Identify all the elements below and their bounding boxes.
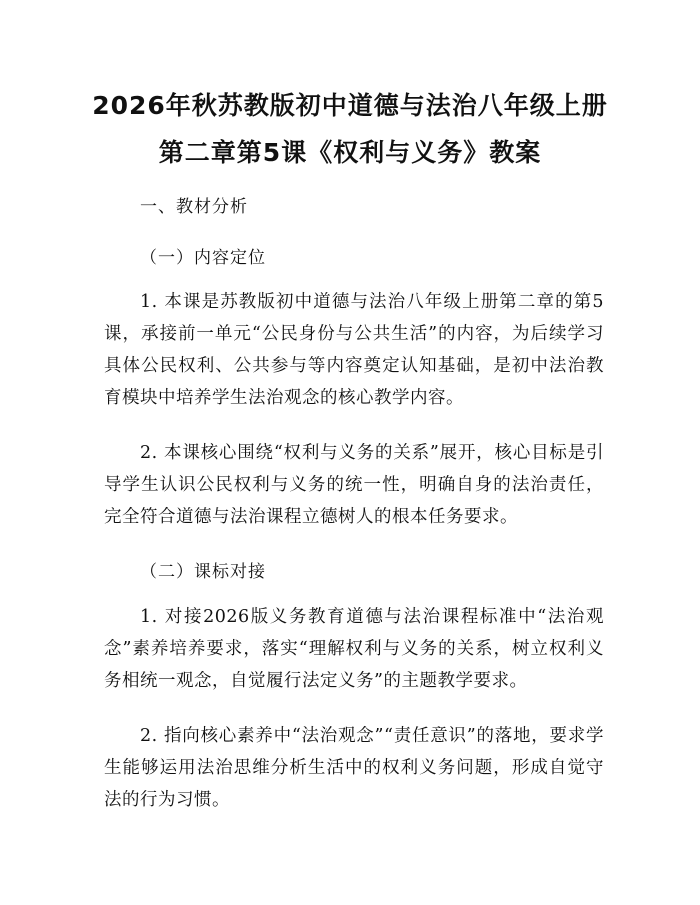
subsection-heading-curriculum-alignment: （二）课标对接 [140, 562, 266, 582]
subsection-heading-content-positioning: （一）内容定位 [140, 248, 266, 268]
document-title-line-1: 2026年秋苏教版初中道德与法治八年级上册 [92, 91, 608, 120]
paragraph-content-positioning-1: 1. 本课是苏教版初中道德与法治八年级上册第二章的第5课，承接前一单元“公民身份与公共生活”的内容，为后续学习具体公民权利、公共参与等内容奠定认知基础，是初中法治教育模块中培养学生法治观念的核心教学内容。 [104, 292, 604, 408]
paragraph-curriculum-alignment-2: 2. 指向核心素养中“法治观念”“责任意识”的落地，要求学生能够运用法治思维分析生活中的权利义务问题，形成自觉守法的行为习惯。 [104, 726, 604, 810]
paragraph-curriculum-alignment-1: 1. 对接2026版义务教育道德与法治课程标准中“法治观念”素养培养要求，落实“理解权利与义务的关系，树立权利义务相统一观念，自觉履行法定义务”的主题教学要求。 [104, 607, 604, 691]
document-title-line-2: 第二章第5课《权利与义务》教案 [158, 138, 542, 167]
paragraph-content-positioning-2: 2. 本课核心围绕“权利与义务的关系”展开，核心目标是引导学生认识公民权利与义务的统一性，明确自身的法治责任，完全符合道德与法治课程立德树人的根本任务要求。 [104, 443, 604, 527]
section-heading-textbook-analysis: 一、教材分析 [140, 197, 248, 217]
